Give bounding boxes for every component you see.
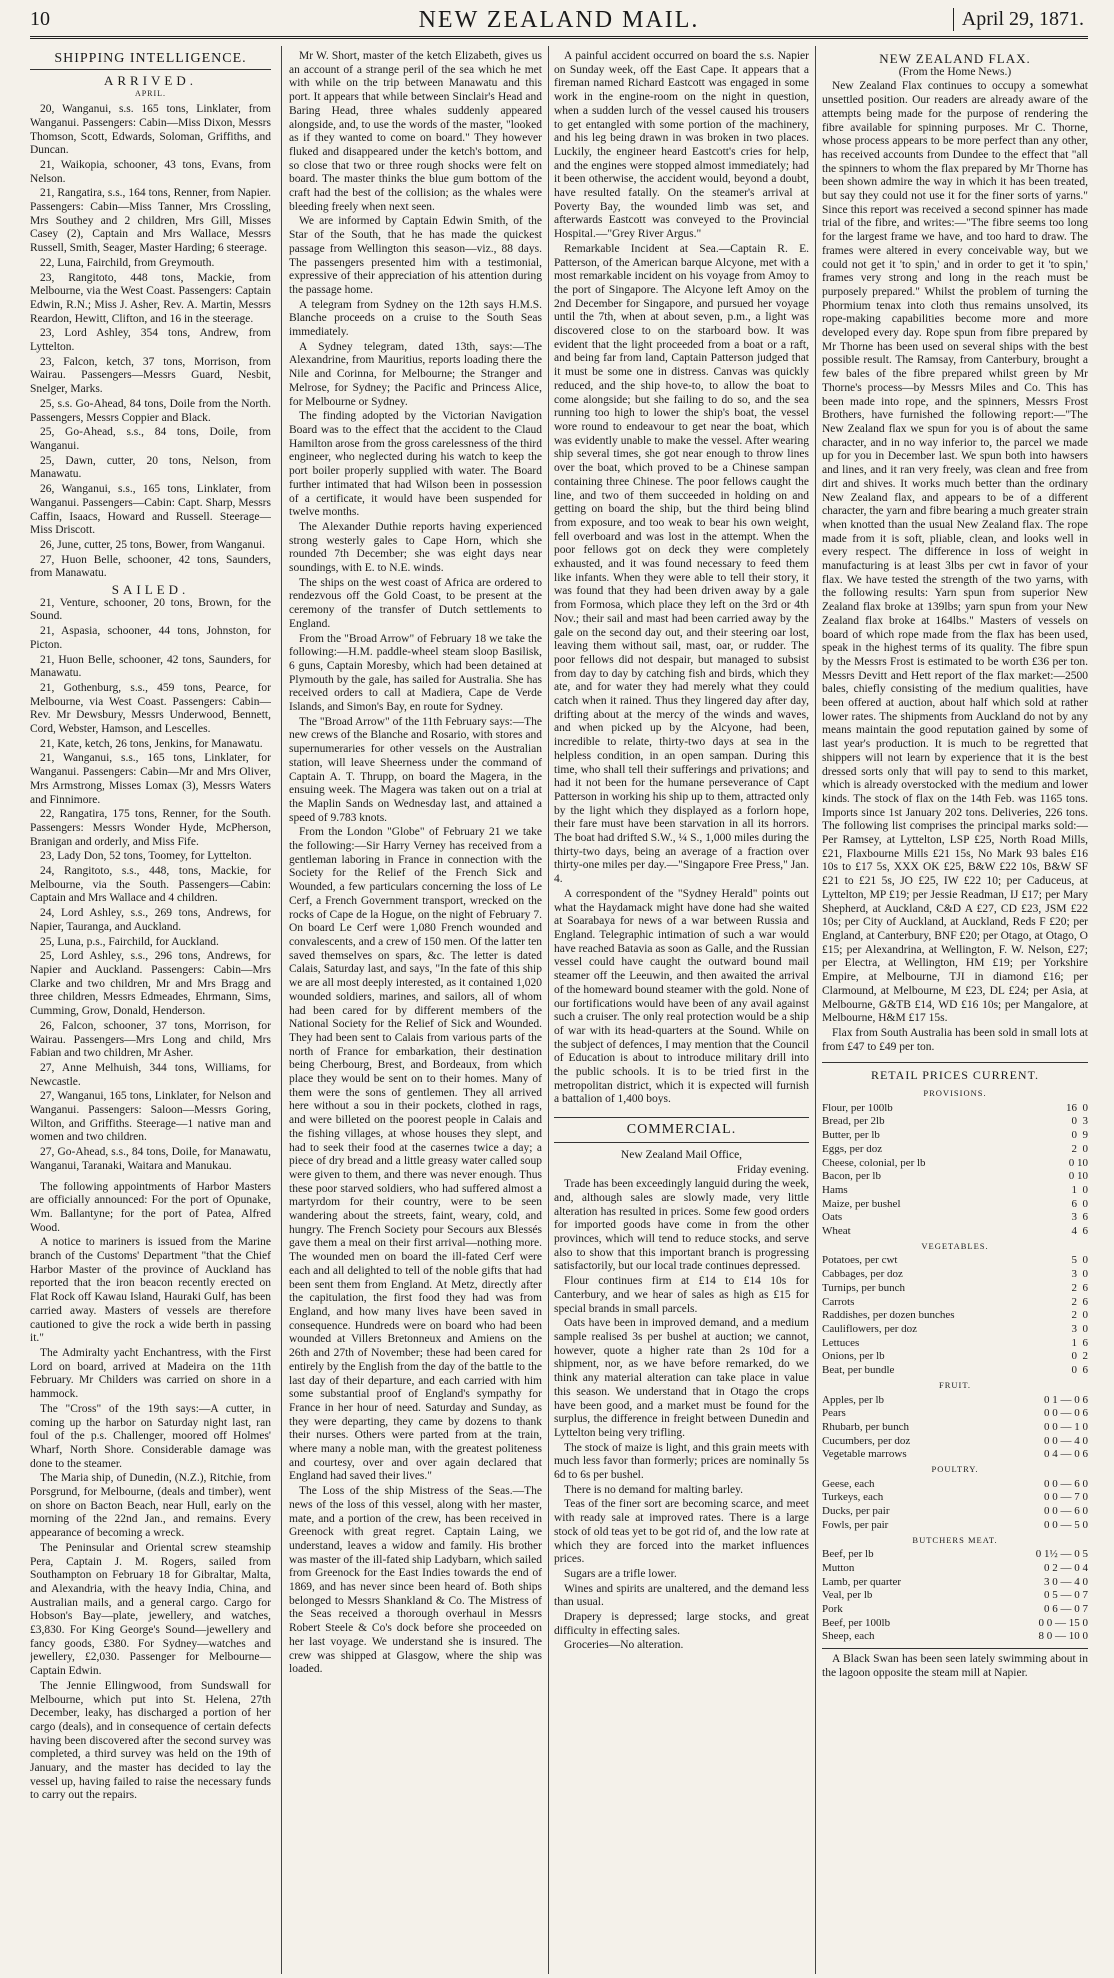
- sailing-entry: 21, Venture, schooner, 20 tons, Brown, for the Sound.: [30, 596, 271, 623]
- price-item: Cucumbers, per doz: [822, 1434, 911, 1447]
- price-row: [822, 1603, 1088, 1617]
- news-paragraph: A correspondent of the "Sydney Herald" points out what the Haydamack might have done had she waited at Soarabaya for news of a war between Russia and England. Telegraphic intimation of such a war would have reached Batavia as soon as Galle, and the Russian vessel could have caught the outward bound mail steamer off the Leeuwin, and then awaited the arrival of the homeward bound steamer with the gold. None of our fortifications would have been of any avail against such a cruiser. The only real protection would be a ship of war with its head-quarters at the Sound. While on the subject of defences, I may mention that the Council of Education is about to introduce military drill into the public schools. It is to be tried first in the metropolitan district, which it is expected will furnish a battalion of 1,400 boys.: [554, 887, 809, 1106]
- price-row: [822, 1421, 1088, 1435]
- shipping-heading: SHIPPING INTELLIGENCE.: [30, 52, 271, 70]
- news-paragraph: The ships on the west coast of Africa are ordered to rendezvous off the Gold Coast, to be present at the ceremony of the transfer of Dutch settlements to England.: [289, 576, 542, 630]
- news-paragraph: The Loss of the ship Mistress of the Seas.—The news of the loss of this vessel, along with her master, mate, and a portion of the crew, has been received in Greenock with great regret. Captain Laing, we understand, leaves a widow and family. His brother was master of the ill-fated ship Ladybarn, which sailed from Greenock for the East Indies towards the end of 1869, and has never since been heard of. Both ships belonged to Messrs Shankland & Co. The Mistress of the Seas received a thorough overhaul in Messrs Robert Steele & Co's dock before she proceeded on her last voyage. We understand she is insured. The crew was shipped at Glasgow, where the ship was loaded.: [289, 1485, 542, 1676]
- shipping-note: The "Cross" of the 19th says:—A cutter, in coming up the harbor on Saturday night last, ran foul of the p.s. Challenger, moored off Holmes' Wharf, North Shore. Considerable damage was done to the steamer.: [30, 1402, 271, 1470]
- commercial-paragraph: Drapery is depressed; large stocks, and great difficulty in effecting sales.: [554, 1611, 809, 1637]
- price-item: Bacon, per lb: [822, 1170, 881, 1183]
- sailing-entry: 27, Go-Ahead, s.s., 84 tons, Doile, for Manawatu, Wanganui, Taranaki, Waitara and Manukau.: [30, 1146, 271, 1172]
- price-row: [822, 1407, 1088, 1421]
- price-value: 0 3: [1071, 1115, 1088, 1128]
- price-row: [822, 1394, 1088, 1408]
- price-category: FRUIT.: [938, 1379, 972, 1390]
- shipping-note: The Jennie Ellingwood, from Sundswall for Melbourne, which put into St. Helena, 27th December, leaky, has discharged a portion of her cargo (deals), and in consequence of certain defects having been discovered after the second survey was completed, a third survey was held on the 19th of January, and the master has decided to lay the vessel up, having failed to raise the necessary funds to carry out the repairs.: [30, 1679, 271, 1802]
- shipping-note: The Admiralty yacht Enchantress, with the First Lord on board, arrived at Madeira on the 11th February. Mr Childers was carried on shore in a hammock.: [30, 1346, 271, 1401]
- news-paragraph: A telegram from Sydney on the 12th says H.M.S. Blanche proceeds on a cruise to the South Seas immediately.: [289, 298, 542, 339]
- price-item: Mutton: [822, 1561, 855, 1574]
- commercial-report: [554, 1178, 809, 1653]
- price-category: BUTCHERS MEAT.: [912, 1534, 998, 1545]
- price-item: Cheese, colonial, per lb: [822, 1156, 926, 1169]
- price-item: Eggs, per doz: [822, 1142, 883, 1155]
- black-swan-notice: A Black Swan has been seen lately swimming about in the lagoon opposite the steam mill at Napier.: [822, 1653, 1088, 1679]
- price-row: [822, 1115, 1088, 1129]
- price-value: 3 0: [1071, 1268, 1088, 1281]
- price-row: [822, 1157, 1088, 1171]
- commercial-day: Friday evening.: [736, 1163, 809, 1176]
- price-item: Pears: [822, 1407, 846, 1420]
- price-value: 6 0: [1071, 1197, 1088, 1210]
- column-flax-prices: [822, 50, 1088, 1974]
- arrivals-list: [30, 103, 271, 581]
- column-rule: [815, 46, 816, 1974]
- price-row: [822, 1576, 1088, 1590]
- price-item: Ducks, per pair: [822, 1505, 890, 1518]
- price-row: [822, 1630, 1088, 1644]
- price-value: 0 2 — 0 4: [1044, 1561, 1088, 1574]
- price-item: Potatoes, per cwt: [822, 1254, 898, 1267]
- price-row: [822, 1296, 1088, 1310]
- price-item: Butter, per lb: [822, 1129, 880, 1142]
- price-value: 16 0: [1066, 1101, 1088, 1114]
- price-value: 3 0: [1071, 1322, 1088, 1335]
- price-item: Geese, each: [822, 1477, 875, 1490]
- price-row: [822, 1198, 1088, 1212]
- price-value: 8 0 — 10 0: [1038, 1630, 1088, 1643]
- arrival-entry: 20, Wanganui, s.s. 165 tons, Linklater, from Wanganui. Passengers: Cabin—Miss Dixon, Messrs Thomson, Scott, Edwards, Soloman, Griffiths, and Duncan.: [30, 103, 271, 157]
- price-row: [822, 1519, 1088, 1533]
- commercial-paragraph: Sugars are a trifle lower.: [564, 1567, 677, 1580]
- price-row: [822, 1448, 1088, 1462]
- shipping-note: The following appointments of Harbor Masters are officially announced: For the port of Opunake, Wm. Ballantyne; for the port of Patea, Alfred Wood.: [30, 1180, 271, 1234]
- price-value: 0 6: [1071, 1364, 1088, 1377]
- price-value: 2 6: [1071, 1281, 1088, 1294]
- price-value: 0 0 — 4 0: [1044, 1434, 1088, 1447]
- month-label: APRIL.: [134, 89, 167, 99]
- price-value: 0 5 — 0 7: [1044, 1589, 1088, 1602]
- news-paragraph: The finding adopted by the Victorian Navigation Board was to the effect that the accident to the Claud Hamilton arose from the gross carelessness of the third engineer, who neglected during his watch to keep the port boiler properly supplied with water. The Board further intimated that had Wilson been in possession of a certificate, it would have been suspended for twelve months.: [289, 410, 542, 519]
- price-item: Flour, per 100lb: [822, 1101, 893, 1114]
- shipping-note: The Maria ship, of Dunedin, (N.Z.), Ritchie, from Porsgrund, for Melbourne, (deals and timber), went on shore on Bacton Beach, near Hull, early on the morning of the 22nd Jan., and remains. Every appearance of becoming a wreck.: [30, 1472, 271, 1540]
- price-value: 4 6: [1071, 1225, 1088, 1238]
- commercial-paragraph: There is no demand for malting barley.: [564, 1483, 744, 1496]
- price-value: 2 6: [1071, 1295, 1088, 1308]
- arrival-entry: 23, Rangitoto, 448 tons, Mackie, from Melbourne, via the West Coast. Passengers: Captain Edwin, R.N.; Miss J. Asher, Rev. A. Martin, Messrs Reardon, Hewitt, Clifton, and 16 in the steerage.: [30, 271, 271, 325]
- arrival-entry: 21, Waikopia, schooner, 43 tons, Evans, from Nelson.: [30, 158, 271, 185]
- sailing-entry: 22, Rangatira, 175 tons, Renner, for the South. Passengers: Messrs Wonder Hyde, McPherson, Branigan and orderly, and Miss Fife.: [30, 808, 271, 848]
- price-item: Veal, per lb: [822, 1589, 873, 1602]
- price-item: Pork: [822, 1603, 843, 1616]
- price-row: [822, 1225, 1088, 1239]
- price-value: 0 0 — 15 0: [1038, 1616, 1088, 1629]
- sailing-entry: 24, Lord Ashley, s.s., 269 tons, Andrews, for Napier, Tauranga, and Auckland.: [30, 907, 271, 933]
- flax-paragraph: New Zealand Flax continues to occupy a somewhat unsettled position. Our readers are already aware of the attempts being made for the purpose of rendering the fibre available for spinning purposes. Mr C. Thorne, whose process appears to be more perfect than any other, has received accounts from Dundee to the effect that "all the spinners to whom the flax prepared by Mr Thorne has been shown admire the way in which it has been treated, but say they could not use it for the finer sorts of yarns." Since this report was received a second spinner has made trial of the fibre, and writes:—"The fibre seems too long for the largest frame we have, and too hard to draw. The frames were altered in every conceivable way, but we could not get it 'to spin,' and in order to get it 'to spin,' frames very strong and long in the reach must be purposely prepared." Whilst the problem of turning the Phormium tenax into cloth thus remains unsolved, its rope-making capabilities become more and more developed every day. Rope spun from fibre prepared by Mr Thorne has been used on several ships with the best possible result. The Ramsay, from Canterbury, brought a few bales of the fibre prepared whilst green by Mr Thorne's process—by Messrs Miles and Co. This has been made into rope, and the spinners, Messrs Frost Brothers, have furnished the following report:—"The New Zealand flax we spun for you is of about the same character, and in no way inferior to, the parcel we made up for you in December last. We spun both into hawsers and lines, and it ran very freely, was clean and free from dirt and shives. It works much better than the ordinary New Zealand flax, and appears to be of a different character, the yarn and fibre bearing a much greater strain when knotted than the usual New Zealand flax. The rope made from it is soft, pliable, clean, and looks well in every respect. The difference in loss of weight in manufacturing is at least 3lbs per cwt in favor of your flax. We have tested the strength of the two yarns, with the following results: Yarn spun from superior New Zealand flax broke at 139lbs; yarn spun from your New Zealand flax broke at 164lbs." Masters of vessels on board of which rope made from the flax has been used, speak in the highest terms of its quality. The fibre spun by the Messrs Frost is estimated to be worth £36 per ton. Messrs Devitt and Hett report of the flax market:—2500 bales, chiefly consisting of the medium qualities, have been offered at auction, about half which sold at rather lower rates. The shipments from Auckland do not by any means maintain the good reputation gained by some of last year's production. It is much to be regretted that shippers will not learn by experience that it is the best dressed sorts only that will pay to send to this market, which is already overstocked with the medium and lower kinds. The stock of flax on the 14th Feb. was 1165 tons. Imports since 1st January 202 tons. Deliveries, 226 tons. The following list comprises the principal marks sold:—Per Ramsey, at Lyttelton, LSP £25, North Road Mills, £21, Flaxbourne Mills £21 15s, No Mark 93 bales £16 10s to £17 5s, XXX OK £25, B&W £22 10s, B&W SF £21 to £21 5s, JO £25, IW £22 10; per Caduceus, at Lyttelton, MP £19; per Jessie Readman, IJ £17; per Mary Shepherd, at Auckland, C&D A £27, CD £23, JSM £22 10s; per City of Auckland, at Auckland, Reds F £20; per England, at Canterbury, BNF £20; per Otago, at Otago, O £15; per Alexandrina, at Wellington, F. W. Nelson, £27; per Electra, at Wellington, HM £19; per Yorkshire Empire, at Melbourne, TJI in diamond £16; per Clarmound, at Melbourne, M £23, DL £24; per Asia, at Melbourne, G&TB £14, WD £16 10s; per Mangalore, at Melbourne, H&M £17 15s.: [822, 80, 1088, 1025]
- price-value: 0 6 — 0 7: [1044, 1603, 1088, 1616]
- news-paragraph: A Sydney telegram, dated 13th, says:—The Alexandrine, from Mauritius, reports loading there the Nile and Corinna, for Melbourne; the Stranger and Melrose, for Sydney; the Pacific and Princess Alice, for Melbourne or Sydney.: [289, 340, 542, 408]
- commercial-paragraph: Groceries—No alteration.: [564, 1639, 684, 1652]
- price-value: 0 0 — 6 0: [1044, 1477, 1088, 1490]
- news-paragraph: The "Broad Arrow" of the 11th February says:—The new crews of the Blanche and Rosario, with stores and supernumeraries for other vessels on the Australian station, will leave Sheerness under the command of Captain A. T. Thrupp, on board the Magera, in the ensuing week. The Magera was taken out on a trial at the Maplin Sands on Wednesday last, and attained a speed of 9.783 knots.: [289, 715, 542, 824]
- shipping-note: The Peninsular and Oriental screw steamship Pera, Captain J. M. Rogers, sailed from Southampton on February 18 for Gibraltar, Malta, and Alexandria, with the heavy India, China, and Australian mails, and a general cargo. Cargo for Hobson's Bay—plate, jewellery, and watches, £3,830. For King George's Sound—jewellery and fancy goods, £380. For Sydney—watches and jewellery, £2,030. Passenger for Melbourne—Captain Edwin.: [30, 1541, 271, 1678]
- flax-source: (From the Home News.): [898, 65, 1012, 78]
- price-item: Oats: [822, 1211, 843, 1224]
- arrival-entry: 23, Falcon, ketch, 37 tons, Morrison, from Wairau. Passengers—Messrs Guard, Nesbit, Snelger, Marks.: [30, 355, 271, 396]
- commercial-paragraph: Flour continues firm at £14 to £14 10s for Canterbury, and we hear of sales as high as £15 for special brands in small parcels.: [554, 1275, 809, 1315]
- price-value: 0 10: [1068, 1156, 1088, 1169]
- price-row: [822, 1211, 1088, 1225]
- sailing-entry: 26, Falcon, schooner, 37 tons, Morrison, for Wairau. Passengers—Mrs Long and child, Mrs Fabian and two children, Mr Asher.: [30, 1019, 271, 1060]
- price-value: 0 4 — 0 6: [1044, 1448, 1088, 1461]
- price-row: [822, 1505, 1088, 1519]
- sailing-entry: 27, Wanganui, 165 tons, Linklater, for Nelson and Wanganui. Passengers: Saloon—Messrs Goring, Wilton, and Griffiths. Steerage—1 native man and women and two children.: [30, 1090, 271, 1144]
- price-row: [822, 1129, 1088, 1143]
- price-value: 0 0 — 1 0: [1044, 1420, 1088, 1433]
- price-value: 3 6: [1071, 1211, 1088, 1224]
- price-item: Onions, per lb: [822, 1350, 885, 1363]
- price-item: Vegetable marrows: [822, 1448, 907, 1461]
- news-paragraph: The Alexander Duthie reports having experienced strong westerly gales to Cape Horn, which she rounded 7th December; she was eight days near soundings, with E. to N.E. winds.: [289, 520, 542, 575]
- sailing-entry: 25, Luna, p.s., Fairchild, for Auckland.: [40, 935, 219, 948]
- commercial-office: New Zealand Mail Office,: [620, 1148, 743, 1161]
- arrival-entry: 23, Lord Ashley, 354 tons, Andrew, from Lyttelton.: [30, 327, 271, 354]
- sailing-entry: 23, Lady Don, 52 tons, Toomey, for Lyttelton.: [40, 850, 252, 863]
- news-paragraph: Remarkable Incident at Sea.—Captain R. E. Patterson, of the American barque Alcyone, met with a most remarkable incident on his voyage from Amoy to the port of Singapore. The Alcyone left Amoy on the 2nd December for Singapore, and pursued her voyage until the 7th, when at about seven, p.m., a light was discovered close to on the starboard bow. It was evident that the light proceeded from a boat or a raft, and being far from land, Captain Patterson judged that it must be some one in distress. Canvas was quickly reduced, and the ship hove-to, to allow the boat to come alongside; but she failing to do so, and the sea running too high to lower the ship's boat, the vessel wore round to endeavour to get near the boat, which was evidently unable to make the vessel. After wearing ship several times, she got near enough to throw lines over the boat, which proved to be a Chinese sampan containing three Chinese. The poor fellows caught the line, and two of them succeeded in holding on and getting on board the ship, but the third being blind from exposure, and too weak to bear his own weight, fell overboard and was lost in the attempt. When the poor fellows got on deck they were completely exhausted, and it was found necessary to feed them like infants. When they were able to tell their story, it was found that they had been driven away by a gale from Formosa, which place they left on the 3rd or 4th Nov.; their sail and mast had been carried away by the gale on the second day out, and their steering oar lost, leaving them without sail, mast, oar, or rudder. The poor fellows did not despair, but managed to subsist from day to day by catching fish and birds, which they ate, and for water they had merely what they could catch when it rained. Thus they lingered day after day, drifting about at the mercy of the winds and waves, and when picked up by the Alcyone, had been, incredible to relate, thirty-two days at sea in the helpless condition, in an open sampan. During this time, who shall tell their sufferings and privations; and had it not been for the humane perseverance of Capt Patterson in working his ship up to them, attracted only by the light which they displayed as a forlorn hope, their fare must have been starvation in all its horrors. The boat had drifted S.W., ¼ S., 1,000 miles during the thirty-two days, being an average of a fraction over thirty-one miles per day.—"Singapore Free Press," Jan. 4.: [554, 242, 809, 886]
- price-row: [822, 1562, 1088, 1576]
- news-paragraph: Mr W. Short, master of the ketch Elizabeth, gives us an account of a strange peril of the sea which he met with while on the trip between Manawatu and this port. It appears that while between Sinclair's Head and Baring Head, three whales suddenly appeared alongside, and, to use the words of the master, "looked as if they wanted to come on board." They however fluked and disappeared under the ketch's bottom, and so close that two or three rough shocks were felt on board. The master thinks the blue gum bottom of the craft had the best of the collision; as the whales were bleeding freely when next seen.: [289, 50, 542, 213]
- price-row: [822, 1337, 1088, 1351]
- column-news: [289, 50, 542, 1974]
- commercial-paragraph: Oats have been in improved demand, and a medium sample realised 3s per bushel at auction; we cannot, however, quote a higher rate than 2s 10d for a shipment, nor, as we have before remarked, do we think any material alteration can take place in value this season. We understand that in Otago the crops have been good, and a market must be found for the surplus, the difference in freight between Dunedin and Lyttelton being very trifling.: [554, 1317, 809, 1439]
- price-row: [822, 1478, 1088, 1492]
- price-value: 0 0 — 6 0: [1044, 1505, 1088, 1518]
- page-number: 10: [30, 8, 50, 30]
- arrival-entry: 22, Luna, Fairchild, from Greymouth.: [40, 256, 215, 269]
- price-row: [822, 1491, 1088, 1505]
- price-row: [822, 1143, 1088, 1157]
- price-item: Bread, per 2lb: [822, 1115, 885, 1128]
- news-paragraph: From the London "Globe" of February 21 we take the following:—Sir Harry Verney has received from a gentleman laboring in France in connection with the Society for the Relief of the French Sick and Wounded, a few particulars concerning the loss of Le Cerf, a French Government transport, wrecked on the rocks of Cape de la Hogue, on the night of February 7. On board Le Cerf were 1,080 French wounded and convalescents, and a crew of 150 men. Of the latter ten saved themselves on spars, &c. The letter is dated Calais, Saturday last, and says, "In the fate of this ship we are all most deeply interested, as it contained 1,020 wounded soldiers, marines, and sailors, all of whom had been cared for by different members of the National Society for the Relief of Sick and Wounded. They had been sent to Calais from various parts of the north of France for embarkation, their destination being Cherbourg, Brest, and Bordeaux, from which place they would be sent on to their homes. Many of them were the sons of gentlemen. They all arrived here without a sou in their pockets, clothed in rags, and were billeted on the poorest people in Calais and the fishing villages, at whose houses they slept, and had to seek their food at the casernes twice a day; a piece of dry bread and a little greasy water called soup were given to them, and there was never enough. Thus these poor starved soldiers, who had suffered almost a martyrdom for their country, were to be seen wandering about the streets, faint, weary, cold, and hungry. The French Society pour Secours aux Blessés gave them a meal on their first arrival—nothing more. The wounded men on board the ill-fated Cerf were each and all delighted to tell of the noble gifts that had been sent them from England. At Metz, directly after the capitulation, the first food they had was from England, and how many lives have been saved in consequence. Hundreds were on board who had been wounded at Villers Bretonneux and Amiens on the 26th and 27th of November; these had been cared for entirely by the English from the day of the battle to the last day of their departure, and each carried with him some substantial proof of England's sympathy for France in her hour of need. Saturday and Sunday, as they were departing, they came by dozens to thank their nurses. Others were parted from at the train, where many a noble man, with the greatest politeness and courtesy, over and over again declared that England had saved their lives.": [289, 826, 542, 1483]
- price-row: [822, 1102, 1088, 1116]
- price-value: 0 10: [1068, 1170, 1088, 1183]
- column-rule: [281, 46, 282, 1974]
- price-item: Cauliflowers, per doz: [822, 1322, 917, 1335]
- masthead: [30, 6, 1088, 39]
- arrival-entry: 27, Huon Belle, schooner, 42 tons, Saunders, from Manawatu.: [30, 553, 271, 580]
- price-item: Lettuces: [822, 1336, 860, 1349]
- arrival-entry: 21, Rangatira, s.s., 164 tons, Renner, from Napier. Passengers: Cabin—Miss Tanner, Mrs Crossling, Mrs Southey and 2 children, Mrs Gill, Misses Casey (2), Captain and Mrs Wallace, Messrs Russell, Smith, Seager, Master Harding; 6 steerage.: [30, 187, 271, 255]
- price-value: 0 2: [1071, 1350, 1088, 1363]
- price-category: POULTRY.: [931, 1464, 979, 1475]
- sailing-entry: 21, Wanganui, s.s., 165 tons, Linklater, for Wanganui. Passengers: Cabin—Mr and Mrs Oliver, Mrs Armstrong, Misses Lomax (3), Messrs Waters and Finnimore.: [30, 752, 271, 806]
- commercial-paragraph: The stock of maize is light, and this grain meets with much less favor than formerly; prices are nominally 5s 6d to 6s per bushel.: [554, 1441, 809, 1482]
- price-value: 2 0: [1071, 1309, 1088, 1322]
- commercial-paragraph: Trade has been exceedingly languid during the week, and, although sales are slowly made, very little alteration has resulted in prices. Some few good orders for imported goods have come in from the other provinces, which will tend to reduce stocks, and serve also to show that this important branch is progressing satisfactorily, but our local trade continues depressed.: [554, 1178, 809, 1273]
- news-articles: [554, 50, 809, 1107]
- price-item: Beat, per bundle: [822, 1364, 895, 1377]
- arrival-entry: 26, June, cutter, 25 tons, Bower, from Wanganui.: [40, 538, 266, 551]
- arrival-entry: 25, Dawn, cutter, 20 tons, Nelson, from Manawatu.: [30, 454, 271, 481]
- price-row: [822, 1170, 1088, 1184]
- column-shipping: [30, 50, 271, 1974]
- news-articles: [289, 50, 542, 1677]
- price-row: [822, 1254, 1088, 1268]
- price-category: VEGETABLES.: [921, 1240, 989, 1251]
- sailing-entry: 25, Lord Ashley, s.s., 296 tons, Andrews, for Napier and Auckland. Passengers: Cabin—Mrs Clarke and two children, Mr and Mrs Bragg and three children, Messrs Edmeades, Ehrmann, Sims, Cumming, Grow, Donald, Henderson.: [30, 950, 271, 1018]
- commercial-paragraph: Wines and spirits are unaltered, and the demand less than usual.: [554, 1582, 809, 1609]
- price-item: Lamb, per quarter: [822, 1575, 902, 1588]
- sailing-entry: 24, Rangitoto, s.s., 448, tons, Mackie, for Melbourne, via the South. Passengers—Cabin: Captain and Mrs Wallace and 4 children.: [30, 865, 271, 905]
- price-row: [822, 1617, 1088, 1631]
- arrival-entry: 26, Wanganui, s.s., 165 tons, Linklater, from Wanganui. Passengers—Cabin: Capt. Sharp, Messrs Caffin, Isaacs, Howard and Russell. Steerage—Miss Driscott.: [30, 483, 271, 537]
- column-rule: [548, 46, 549, 1974]
- price-item: Beef, per 100lb: [822, 1616, 891, 1629]
- price-value: 1 6: [1071, 1336, 1088, 1349]
- price-row: [822, 1435, 1088, 1449]
- issue-date: April 29, 1871.: [953, 8, 1084, 31]
- price-value: 0 0 — 0 6: [1044, 1407, 1088, 1420]
- price-item: Hams: [822, 1183, 848, 1196]
- commercial-paragraph: Teas of the finer sort are becoming scarce, and meet with ready sale at improved rates. There is a large stock of old teas yet to be got rid of, and the low rate at which they are forced into the market influences prices.: [554, 1498, 809, 1566]
- price-row: [822, 1589, 1088, 1603]
- divider: [822, 1648, 1088, 1649]
- arrival-entry: 25, s.s. Go-Ahead, 84 tons, Doile from the North. Passengers, Messrs Coppier and Black.: [30, 397, 271, 424]
- price-item: Beef, per lb: [822, 1548, 874, 1561]
- sailing-entry: 27, Anne Melhuish, 344 tons, Williams, for Newcastle.: [30, 1061, 271, 1088]
- price-item: Carrots: [822, 1295, 855, 1308]
- price-item: Wheat: [822, 1225, 851, 1238]
- price-value: 0 1 — 0 6: [1044, 1393, 1088, 1406]
- price-value: 2 0: [1071, 1142, 1088, 1155]
- news-paragraph: We are informed by Captain Edwin Smith, of the Star of the South, that he has made the quickest passage from Wellington this season—viz., 88 days. The passengers presented him with a testimonial, expressive of their appreciation of his attention during the passage home.: [289, 215, 542, 296]
- news-paragraph: A painful accident occurred on board the s.s. Napier on Sunday week, off the East Cape. It appears that a fireman named Richard Eastcott was engaged in some work in the engine-room on the night in question, when a sudden lurch of the vessel caused his trousers to get entangled with some portion of the machinery, and his leg being drawn in was broken in two places. Luckily, the engineer heard Eastcott's cries for help, and the engines were stopped almost immediately; had it been otherwise, the accident would, beyond a doubt, have resulted fatally. On the steamer's arrival at Poverty Bay, the wounded limb was set, and afterwards Eastcott was conveyed to the Provincial Hospital.—"Grey River Argus.": [554, 50, 809, 241]
- price-value: 0 9: [1071, 1129, 1088, 1142]
- newspaper-title: NEW ZEALAND MAIL.: [418, 7, 700, 33]
- news-paragraph: From the "Broad Arrow" of February 18 we take the following:—H.M. paddle-wheel steam sloop Basilisk, 6 guns, Captain Moresby, which had been detained at Plymouth by the gale, has sailed for Australia. She has received orders to call at Madiera, Cape de Verde Islands, and Simon's Bay, en route for Sydney.: [289, 632, 542, 714]
- price-value: 3 0 — 4 0: [1044, 1575, 1088, 1588]
- shipping-notes: [30, 1181, 271, 1804]
- price-item: Fowls, per pair: [822, 1518, 889, 1531]
- price-item: Raddishes, per dozen bunches: [822, 1309, 955, 1322]
- sailing-entry: 21, Gothenburg, s.s., 459 tons, Pearce, for Melbourne, via West Coast. Passengers: Cabin—Rev. Mr Dewsbury, Messrs Underwood, Bennett, Cord, Webster, Hamson, and Lescelles.: [30, 681, 271, 736]
- sailed-heading: SAILED.: [111, 582, 190, 598]
- flax-heading: NEW ZEALAND FLAX.: [879, 51, 1031, 66]
- flax-article: [822, 80, 1088, 1054]
- sailing-entry: 21, Aspasia, schooner, 44 tons, Johnston, for Picton.: [30, 625, 271, 651]
- price-row: [822, 1268, 1088, 1282]
- price-row: [822, 1184, 1088, 1198]
- price-row: [822, 1282, 1088, 1296]
- shipping-note: A notice to mariners is issued from the Marine branch of the Customs' Department "that the Chief Harbor Master of the province of Auckland has reported that the iron beacon recently erected on Flat Rock off Kawau Island, Hauraki Gulf, has been carried away. Masters of vessels are therefore cautioned to give the rock a wide berth in passing it.": [30, 1236, 271, 1345]
- price-item: Rhubarb, per bunch: [822, 1420, 910, 1433]
- arrival-entry: 25, Go-Ahead, s.s., 84 tons, Doile, from Wanganui.: [30, 426, 271, 452]
- price-value: 0 0 — 7 0: [1044, 1491, 1088, 1504]
- flax-paragraph: Flax from South Australia has been sold in small lots at from £47 to £49 per ton.: [822, 1026, 1088, 1053]
- price-item: Turkeys, each: [822, 1491, 884, 1504]
- price-row: [822, 1350, 1088, 1364]
- price-value: 0 0 — 5 0: [1044, 1518, 1088, 1531]
- price-row: [822, 1548, 1088, 1562]
- retail-prices-heading: RETAIL PRICES CURRENT.: [822, 1062, 1088, 1083]
- price-category: PROVISIONS.: [923, 1088, 987, 1099]
- arrived-heading: ARRIVED.: [103, 72, 198, 88]
- retail-prices-table: [822, 1087, 1088, 1644]
- price-item: Sheep, each: [822, 1630, 875, 1643]
- price-item: Maize, per bushel: [822, 1197, 901, 1210]
- price-row: [822, 1323, 1088, 1337]
- price-value: 5 0: [1071, 1254, 1088, 1267]
- price-row: [822, 1364, 1088, 1378]
- price-item: Cabbages, per doz: [822, 1268, 903, 1281]
- column-news-commercial: [554, 50, 809, 1974]
- sailing-entry: 21, Kate, ketch, 26 tons, Jenkins, for Manawatu.: [40, 737, 263, 750]
- sailing-entry: 21, Huon Belle, schooner, 42 tons, Saunders, for Manawatu.: [30, 653, 271, 680]
- sailings-list: [30, 597, 271, 1174]
- commercial-heading: COMMERCIAL.: [554, 1117, 809, 1143]
- price-value: 0 1½ — 0 5: [1035, 1548, 1088, 1561]
- price-value: 1 0: [1071, 1183, 1088, 1196]
- price-item: Turnips, per bunch: [822, 1281, 906, 1294]
- price-item: Apples, per lb: [822, 1393, 885, 1406]
- price-row: [822, 1309, 1088, 1323]
